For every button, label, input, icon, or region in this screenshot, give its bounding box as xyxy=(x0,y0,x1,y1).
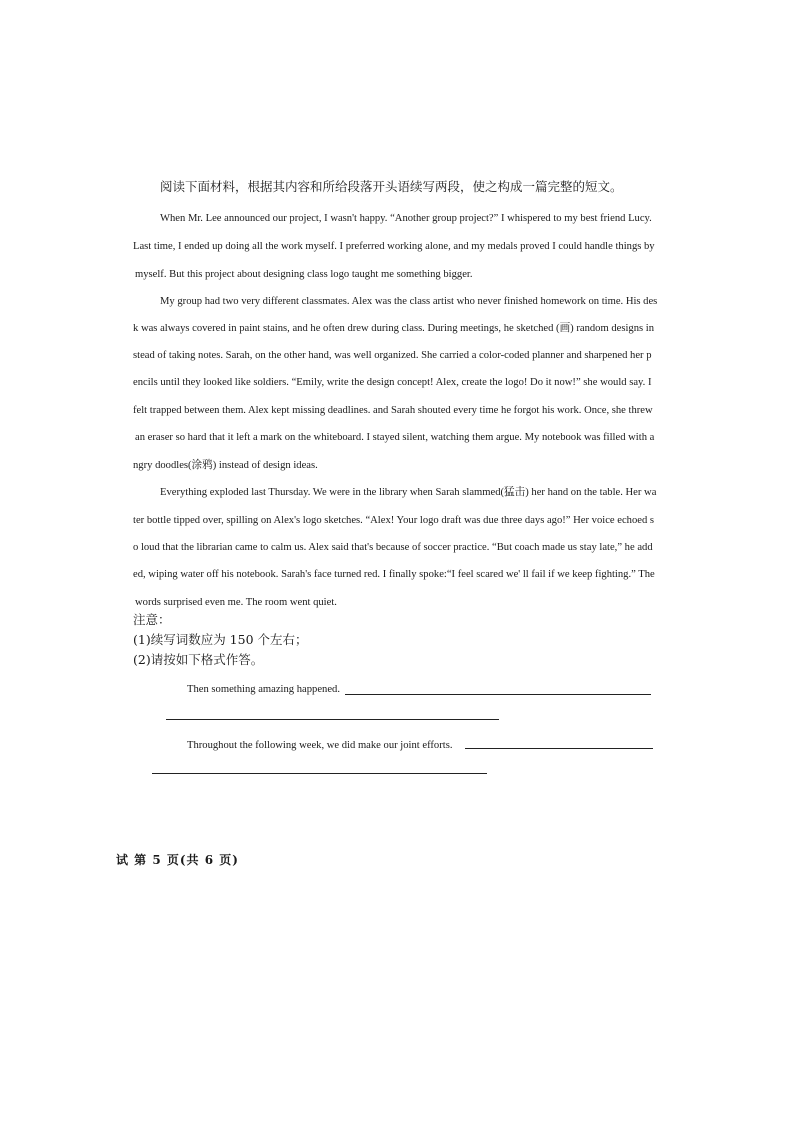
paragraph-opener-1: Then something amazing happened. xyxy=(187,684,340,695)
passage-line: Everything exploded last Thursday. We were in the library when Sarah slammed(猛击) her hand on the table. Her wa xyxy=(160,487,657,498)
task-instruction: 阅读下面材料，根据其内容和所给段落开头语续写两段，使之构成一篇完整的短文。 xyxy=(160,179,623,194)
passage-line: ter bottle tipped over, spilling on Alex's logo sketches. “Alex! Your logo draft was due three days ago!” Her voice echoed s xyxy=(133,515,655,526)
passage-line: When Mr. Lee announced our project, I wasn't happy. “Another group project?” I whispered to my best friend Lucy. xyxy=(160,213,652,224)
passage-line: words surprised even me. The room went quiet. xyxy=(135,597,337,608)
passage-line: stead of taking notes. Sarah, on the other hand, was well organized. She carried a color-coded planner and sharpened her p xyxy=(133,350,652,361)
passage-line: felt trapped between them. Alex kept missing deadlines. and Sarah shouted every time he forgot his work. Once, she threw xyxy=(133,405,653,416)
passage-line: My group had two very different classmates. Alex was the class artist who never finished homework on time. His des xyxy=(160,296,658,307)
passage-line: encils until they looked like soldiers. “Emily, write the design concept! Alex, create the logo! Do it now!” she would say. I xyxy=(133,377,652,388)
passage-line: k was always covered in paint stains, and he often drew during class. During meetings, he sketched (画) random designs in xyxy=(133,323,655,334)
answer-line[interactable] xyxy=(152,773,487,774)
passage-line: o loud that the librarian came to calm us. Alex said that's because of soccer practice. “But coach made us stay late,” he add xyxy=(133,542,653,553)
answer-line[interactable] xyxy=(345,694,651,695)
passage-line: an eraser so hard that it left a mark on the whiteboard. I stayed silent, watching them argue. My notebook was filled with a xyxy=(135,432,655,443)
answer-line[interactable] xyxy=(465,748,653,749)
note-item: (1)续写词数应为 150 个左右； xyxy=(133,632,308,647)
passage-line: ed, wiping water off his notebook. Sarah's face turned red. I finally spoke:“I feel scared we' ll fail if we keep fighting.” The xyxy=(133,569,655,580)
passage-line: Last time, I ended up doing all the work myself. I preferred working alone, and my medals proved I could handle things by xyxy=(133,241,655,252)
passage-line: ngry doodles(涂鸦) instead of design ideas. xyxy=(133,460,318,471)
answer-line[interactable] xyxy=(166,719,499,720)
passage-line: myself. But this project about designing class logo taught me something bigger. xyxy=(135,269,473,280)
page-footer: 试 第 5 页(共 6 页) xyxy=(116,853,239,867)
paragraph-opener-2: Throughout the following week, we did make our joint efforts. xyxy=(187,740,453,751)
note-item: (2)请按如下格式作答。 xyxy=(133,652,264,667)
notes-heading: 注意： xyxy=(133,612,171,627)
